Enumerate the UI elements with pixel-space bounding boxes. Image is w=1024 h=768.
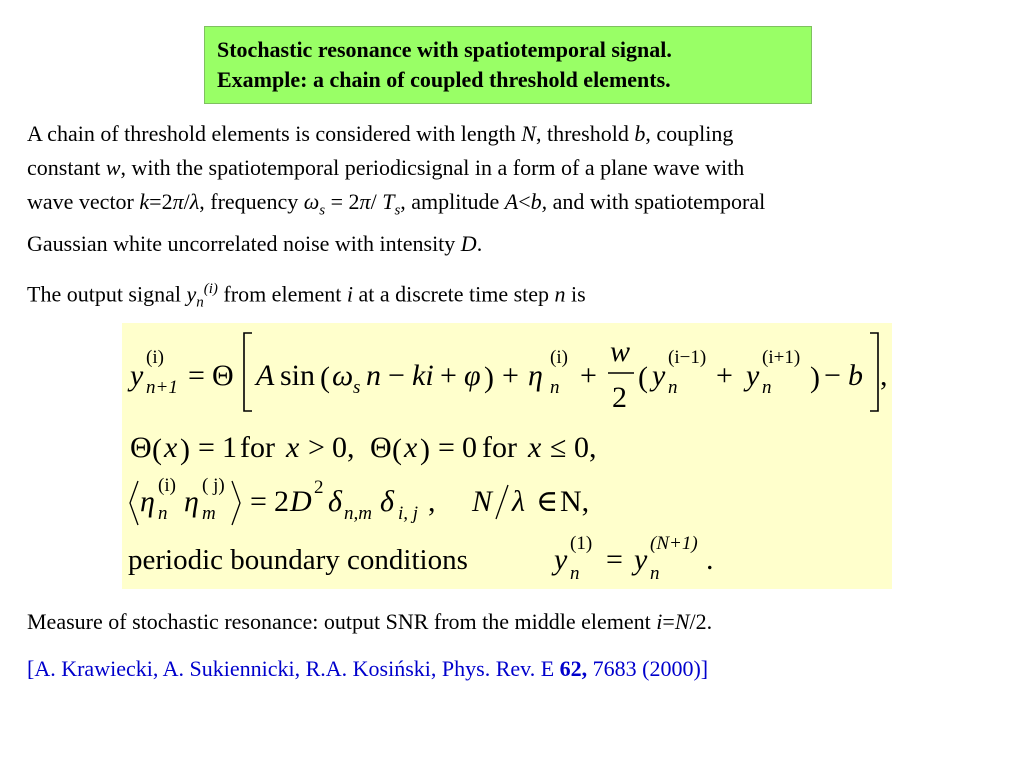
svg-text:(1): (1) <box>570 533 593 554</box>
svg-text:≤: ≤ <box>550 431 567 464</box>
slide-title <box>204 26 812 104</box>
svg-text:x: x <box>286 431 300 464</box>
equation-4 <box>128 533 714 584</box>
svg-text:m: m <box>202 503 216 524</box>
svg-text:(: ( <box>320 361 330 394</box>
svg-text:n+1: n+1 <box>146 377 178 398</box>
svg-text:φ: φ <box>464 359 481 392</box>
svg-text:y: y <box>652 359 666 392</box>
svg-text:.: . <box>706 543 714 576</box>
svg-text:n: n <box>570 563 580 584</box>
svg-text:η: η <box>528 359 543 392</box>
svg-text:): ) <box>180 433 190 466</box>
svg-text:=: = <box>606 543 623 576</box>
svg-text:=: = <box>188 359 205 392</box>
svg-text:n,m: n,m <box>344 503 372 524</box>
svg-text:+: + <box>502 359 519 392</box>
svg-text:(: ( <box>392 433 402 466</box>
svg-text:η: η <box>184 485 199 518</box>
svg-text:δ: δ <box>328 485 342 518</box>
svg-text:+: + <box>716 359 733 392</box>
svg-text:(i−1): (i−1) <box>668 347 707 368</box>
svg-text:periodic boundary conditions: periodic boundary conditions <box>128 544 468 576</box>
left-bracket <box>244 333 252 411</box>
svg-text:−: − <box>824 359 841 392</box>
svg-text:δ: δ <box>380 485 394 518</box>
svg-text:n: n <box>668 377 678 398</box>
svg-text:Θ: Θ <box>212 359 234 392</box>
svg-text:): ) <box>420 433 430 466</box>
svg-text:−: − <box>388 359 405 392</box>
reference-citation: [A. Krawiecki, A. Sukiennicki, R.A. Kosiński, Phys. Rev. E 62, 7683 (2000)] <box>27 656 709 681</box>
svg-text:(i): (i) <box>158 475 176 496</box>
equations-svg <box>122 323 892 589</box>
svg-text:>: > <box>308 431 325 464</box>
svg-text:=: = <box>198 431 215 464</box>
svg-text:(: ( <box>152 433 162 466</box>
svg-text:1: 1 <box>222 431 237 464</box>
svg-text:η: η <box>140 485 155 518</box>
equation-1 <box>127 333 888 414</box>
svg-text:x: x <box>164 431 178 464</box>
division-slash <box>496 485 508 519</box>
output-signal-sentence: The output signal $y_n^{(i)}$ from element i at a discrete time step n is <box>27 281 586 311</box>
svg-text:y: y <box>554 543 568 576</box>
svg-text:w: w <box>610 335 631 368</box>
svg-text:0,: 0, <box>574 431 597 464</box>
svg-text:=: = <box>250 485 267 518</box>
svg-text:0: 0 <box>462 431 477 464</box>
equation-block <box>122 323 892 589</box>
svg-text:for: for <box>240 431 275 464</box>
svg-text:s: s <box>353 377 361 398</box>
svg-text:0,: 0, <box>332 431 355 464</box>
right-angle <box>232 481 240 525</box>
svg-text:y: y <box>130 359 144 392</box>
svg-text:N: N <box>472 485 493 518</box>
equation-2 <box>130 431 597 466</box>
svg-text:i, j: i, j <box>398 503 419 524</box>
title-line-2: Example: a chain of coupled threshold elements. <box>217 67 671 92</box>
svg-text:+: + <box>440 359 457 392</box>
svg-text:ki: ki <box>412 359 434 392</box>
svg-text:sin: sin <box>280 359 316 392</box>
svg-text:2: 2 <box>314 477 324 498</box>
svg-text:λ: λ <box>512 485 525 518</box>
intro-paragraph: A chain of threshold elements is considered with length N, threshold b, coupling constant w, with the spatiotemporal periodicsignal in a form of a plane wave with wave vector k=2π/λ, frequency $\omega_s = 2\pi/$ $T_s$, amplitude A<b, and with spatiotemporal Gaussian white uncorrelated noise with intensity D. <box>27 121 766 257</box>
svg-text:∈: ∈ <box>536 485 559 518</box>
svg-text:n: n <box>762 377 772 398</box>
svg-text:): ) <box>484 361 494 394</box>
svg-text:y: y <box>634 543 648 576</box>
svg-text:n: n <box>366 359 381 392</box>
svg-text:y: y <box>746 359 760 392</box>
svg-text:(N+1): (N+1) <box>650 533 698 554</box>
svg-text:for: for <box>482 431 517 464</box>
svg-text:N,: N, <box>560 485 590 518</box>
svg-text:,: , <box>428 485 436 518</box>
svg-text:(i): (i) <box>550 347 568 368</box>
svg-text:( j): ( j) <box>202 475 225 496</box>
svg-text:,: , <box>880 359 888 392</box>
svg-text:(i+1): (i+1) <box>762 347 801 368</box>
svg-text:n: n <box>158 503 168 524</box>
svg-text:2: 2 <box>274 485 289 518</box>
equation-3 <box>130 475 589 525</box>
measure-sentence: Measure of stochastic resonance: output SNR from the middle element i=N/2. <box>27 609 713 634</box>
title-line-1: Stochastic resonance with spatiotemporal signal. <box>217 37 672 62</box>
right-bracket <box>870 333 878 411</box>
svg-text:n: n <box>550 377 560 398</box>
svg-text:=: = <box>438 431 455 464</box>
svg-text:2: 2 <box>612 381 627 414</box>
svg-text:n: n <box>650 563 660 584</box>
svg-text:A: A <box>256 359 275 392</box>
svg-text:D: D <box>290 485 312 518</box>
svg-text:+: + <box>580 359 597 392</box>
svg-text:(: ( <box>638 361 648 394</box>
svg-text:Θ: Θ <box>370 431 392 464</box>
svg-text:ω: ω <box>332 359 354 392</box>
svg-text:Θ: Θ <box>130 431 152 464</box>
svg-text:b: b <box>848 359 863 392</box>
svg-text:x: x <box>404 431 418 464</box>
svg-text:): ) <box>810 361 820 394</box>
svg-text:x: x <box>528 431 542 464</box>
svg-text:(i): (i) <box>146 347 164 368</box>
left-angle <box>130 481 138 525</box>
